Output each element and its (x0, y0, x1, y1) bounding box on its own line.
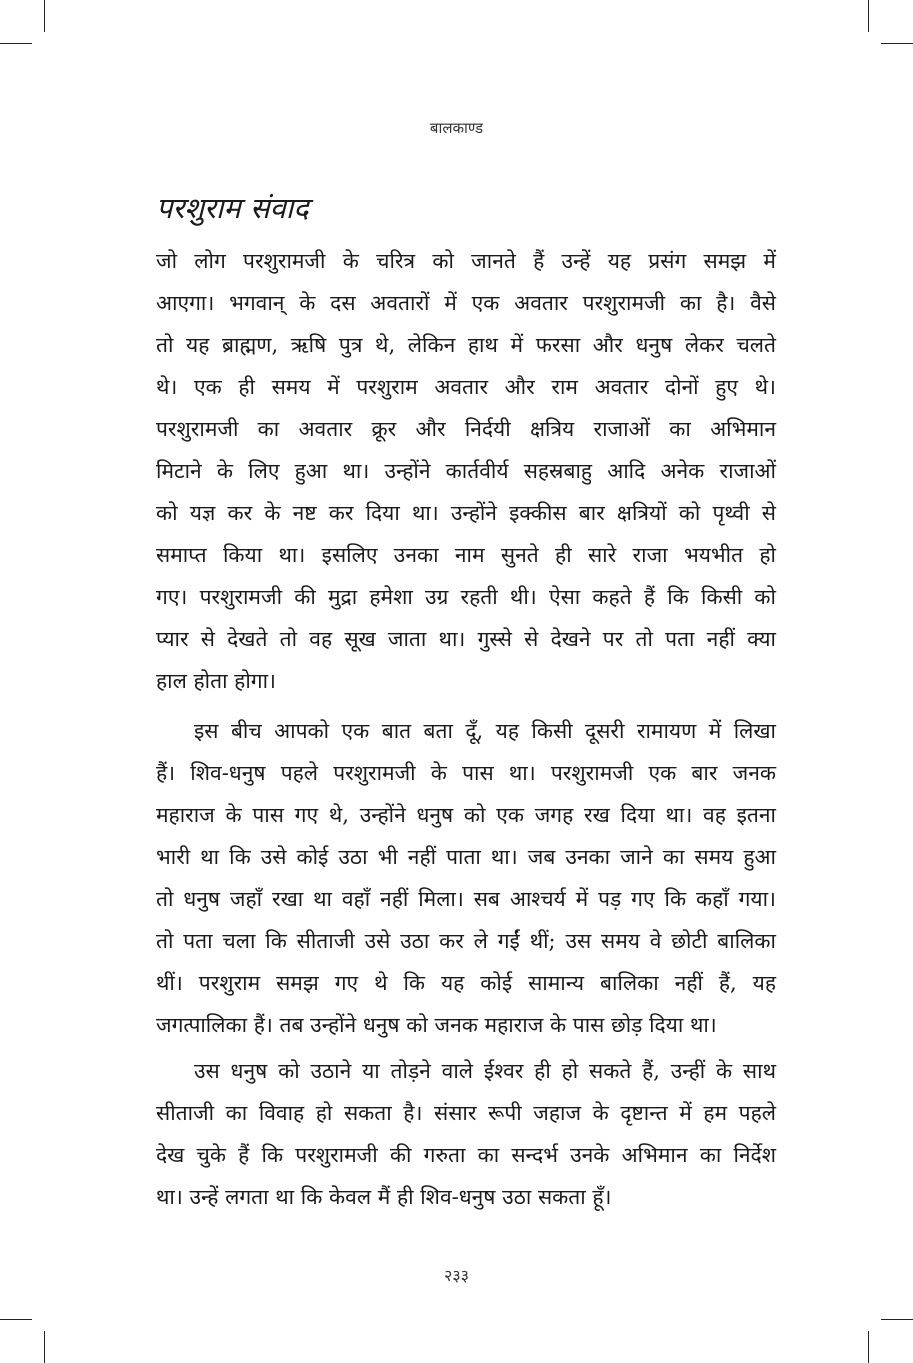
crop-mark-top-left-vertical (44, 0, 45, 32)
text-line: परशुरामजी का अवतार क्रूर और निर्दयी क्षत्रिय राजाओं का अभिमान (156, 417, 776, 441)
text-line: था। उन्हें लगता था कि केवल मैं ही शिव-धनुष उठा सकता हूँ। (156, 1185, 612, 1209)
text-line: तो पता चला कि सीताजी उसे उठा कर ले गईं थीं; उस समय वे छोटी बालिका (156, 929, 776, 953)
text-line: थीं। परशुराम समझ गए थे कि यह कोई सामान्य बालिका नहीं हैं, यह (156, 971, 776, 995)
text-line: को यज्ञ कर के नष्ट कर दिया था। उन्होंने इक्कीस बार क्षत्रियों को पृथ्वी से (156, 501, 776, 525)
body-text (156, 240, 776, 1218)
crop-mark-bottom-right-vertical (868, 1331, 869, 1363)
crop-mark-bottom-right-horizontal (881, 1319, 913, 1320)
text-line: गए। परशुरामजी की मुद्रा हमेशा उग्र रहती थी। ऐसा कहते हैं कि किसी को (156, 585, 776, 609)
crop-mark-bottom-left-vertical (44, 1331, 45, 1363)
crop-mark-top-right-vertical (868, 0, 869, 32)
crop-mark-top-left-horizontal (0, 43, 32, 44)
text-line: हैं। शिव-धनुष पहले परशुरामजी के पास था। परशुरामजी एक बार जनक (156, 761, 776, 785)
text-line: उस धनुष को उठाने या तोड़ने वाले ईश्वर ही हो सकते हैं, उन्हीं के साथ (194, 1059, 776, 1083)
paragraph (156, 240, 776, 702)
text-line: जगत्पालिका हैं। तब उन्होंने धनुष को जनक महाराज के पास छोड़ दिया था। (156, 1013, 717, 1037)
text-line: मिटाने के लिए हुआ था। उन्होंने कार्तवीर्य सहस्रबाहु आदि अनेक राजाओं (156, 459, 776, 483)
text-line: देख चुके हैं कि परशुरामजी की गरुता का सन्दर्भ उनके अभिमान का निर्देश (156, 1143, 776, 1167)
text-line: समाप्त किया था। इसलिए उनका नाम सुनते ही सारे राजा भयभीत हो (156, 543, 776, 567)
page-number: २३३ (444, 1266, 469, 1285)
text-line: हाल होता होगा। (156, 669, 276, 693)
text-line: महाराज के पास गए थे, उन्होंने धनुष को एक जगह रख दिया था। वह इतना (156, 803, 776, 827)
text-line: तो यह ब्राह्मण, ऋषि पुत्र थे, लेकिन हाथ में फरसा और धनुष लेकर चलते (156, 333, 776, 357)
text-line: थे। एक ही समय में परशुराम अवतार और राम अवतार दोनों हुए थे। (156, 375, 776, 399)
crop-mark-top-right-horizontal (881, 43, 913, 44)
crop-mark-bottom-left-horizontal (0, 1319, 32, 1320)
text-line: इस बीच आपको एक बात बता दूँ, यह किसी दूसरी रामायण में लिखा (194, 719, 776, 743)
running-header: बालकाण्ड (429, 119, 484, 137)
text-line: जो लोग परशुरामजी के चरित्र को जानते हैं उन्हें यह प्रसंग समझ में (156, 249, 776, 273)
text-line: प्यार से देखते तो वह सूख जाता था। गुस्से से देखने पर तो पता नहीं क्या (156, 627, 776, 651)
text-line: आएगा। भगवान् के दस अवतारों में एक अवतार परशुरामजी का है। वैसे (156, 291, 776, 315)
text-line: भारी था कि उसे कोई उठा भी नहीं पाता था। जब उनका जाने का समय हुआ (156, 845, 776, 869)
paragraph (156, 710, 776, 1046)
paragraph (156, 1050, 776, 1218)
text-line: सीताजी का विवाह हो सकता है। संसार रूपी जहाज के दृष्टान्त में हम पहले (156, 1101, 776, 1125)
section-title: परशुराम संवाद (156, 191, 309, 225)
text-line: तो धनुष जहाँ रखा था वहाँ नहीं मिला। सब आश्चर्य में पड़ गए कि कहाँ गया। (156, 887, 776, 911)
